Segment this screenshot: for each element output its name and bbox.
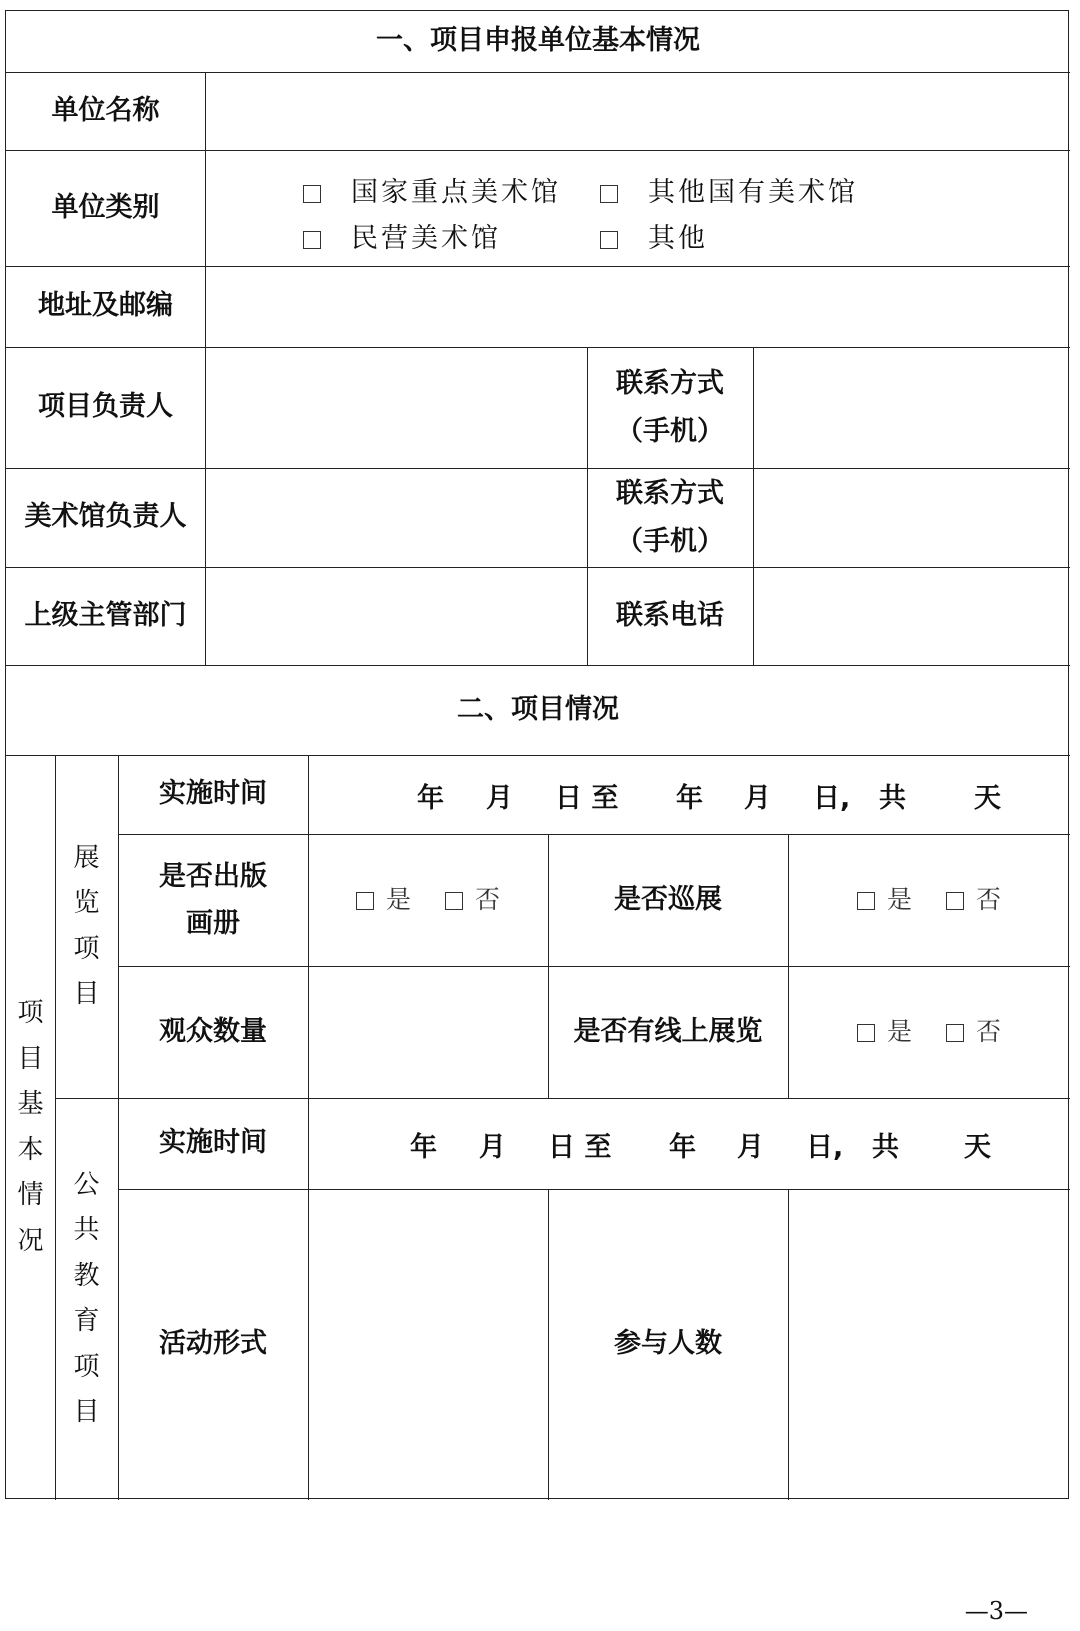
tour-no-checkbox[interactable]: [946, 892, 964, 910]
unit-type-option-other[interactable]: 其他: [600, 216, 708, 255]
exhibition-time-field[interactable]: 年 月 日 至 年 月 日, 共 天: [417, 783, 1001, 814]
exhibition-label: 展 览 项 目: [73, 842, 100, 1009]
unit-type-option-other-state[interactable]: 其他国有美术馆: [600, 170, 858, 209]
public-edu-label: 公 共 教 育 项 目: [73, 1169, 100, 1427]
online-no-checkbox[interactable]: [946, 1024, 964, 1042]
unit-name-field[interactable]: [206, 73, 1070, 150]
edu-time-label: 实施时间: [159, 1127, 267, 1159]
online-yes-checkbox[interactable]: [857, 1024, 875, 1042]
audience-field[interactable]: [309, 967, 548, 1098]
checkbox[interactable]: [600, 231, 618, 249]
online-label: 是否有线上展览: [573, 1015, 763, 1047]
page-number: —3—: [964, 1597, 1028, 1625]
basic-info-label: 项 目 基 本 情 况: [17, 998, 44, 1256]
tour-label: 是否巡展: [614, 883, 722, 915]
supervisor-field[interactable]: [206, 568, 587, 665]
section1-title: 一、项目申报单位基本情况: [376, 25, 700, 57]
museum-lead-contact-label: 联系方式 （手机）: [616, 478, 724, 557]
activity-form-field[interactable]: [309, 1190, 548, 1500]
participants-label: 参与人数: [614, 1328, 722, 1360]
unit-type-option-private[interactable]: 民营美术馆: [303, 216, 501, 255]
checkbox[interactable]: [600, 185, 618, 203]
catalog-no-checkbox[interactable]: [445, 892, 463, 910]
participants-field[interactable]: [789, 1190, 1070, 1500]
project-lead-contact-label: 联系方式 （手机）: [616, 368, 724, 447]
exhibition-time-label: 实施时间: [159, 778, 267, 810]
address-field[interactable]: [206, 267, 1070, 347]
section2-title: 二、项目情况: [457, 693, 619, 725]
activity-form-label: 活动形式: [159, 1328, 267, 1360]
application-form: [5, 10, 1069, 1499]
edu-time-field[interactable]: 年 月 日 至 年 月 日, 共 天: [410, 1132, 991, 1163]
catalog-yes-checkbox[interactable]: [356, 892, 374, 910]
museum-lead-label: 美术馆负责人: [24, 501, 187, 533]
project-lead-label: 项目负责人: [38, 391, 173, 423]
phone-field[interactable]: [754, 568, 1070, 665]
catalog-label: 是否出版 画册: [159, 860, 267, 939]
unit-type-option-national[interactable]: 国家重点美术馆: [303, 170, 561, 209]
audience-label: 观众数量: [159, 1015, 267, 1047]
museum-lead-contact-field[interactable]: [754, 469, 1070, 567]
museum-lead-field[interactable]: [206, 469, 587, 567]
project-lead-contact-field[interactable]: [754, 348, 1070, 468]
unit-type-label: 单位类别: [51, 191, 160, 223]
project-lead-field[interactable]: [206, 348, 587, 468]
catalog-yes-no: 是 否: [308, 834, 548, 966]
supervisor-label: 上级主管部门: [24, 599, 187, 631]
address-label: 地址及邮编: [38, 290, 173, 322]
checkbox[interactable]: [303, 231, 321, 249]
phone-label: 联系电话: [616, 599, 724, 631]
online-yes-no: 是 否: [788, 966, 1070, 1098]
tour-yes-no: 是 否: [788, 834, 1070, 966]
checkbox[interactable]: [303, 185, 321, 203]
unit-name-label: 单位名称: [51, 94, 160, 126]
tour-yes-checkbox[interactable]: [857, 892, 875, 910]
